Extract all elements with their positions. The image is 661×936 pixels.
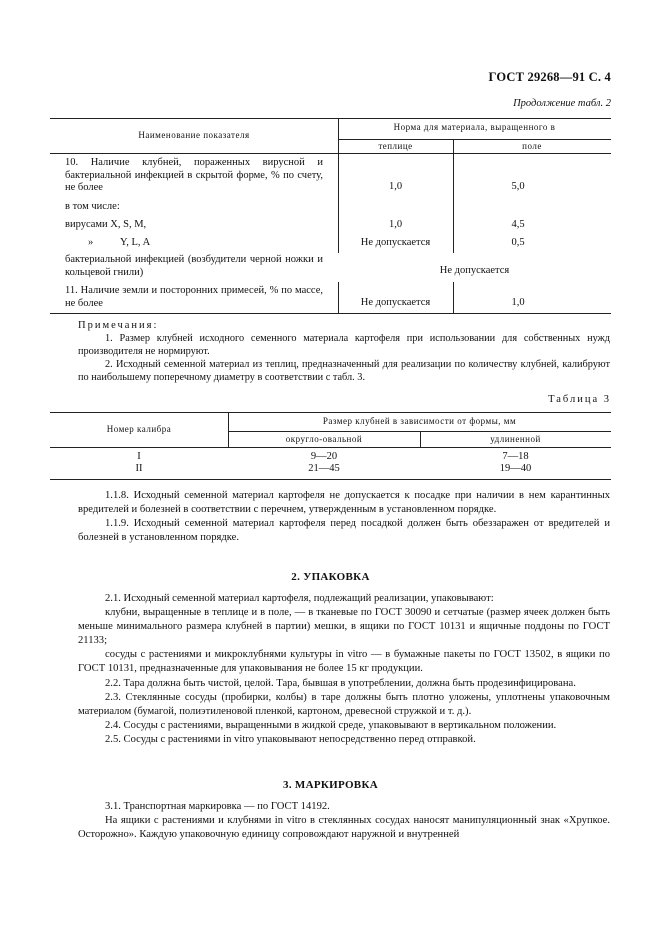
section-2-body: [78, 592, 610, 747]
column-header-round: округло-овальной: [285, 434, 363, 444]
notes-list: [78, 333, 610, 384]
caliber-number: II: [135, 463, 143, 474]
size-round: 21—45: [308, 463, 340, 474]
row-value-field: 1,0: [511, 297, 525, 308]
row-value-greenhouse: 1,0: [388, 181, 403, 192]
column-header-parameter: Наименование показателя: [138, 130, 250, 140]
row-value-greenhouse: Не допускается: [360, 297, 431, 308]
row-value-field: 4,5: [511, 219, 525, 230]
column-header-elongated: удлиненной: [490, 434, 541, 444]
row-value-greenhouse: Не допускается: [360, 237, 431, 248]
paragraph: сосуды с растениями и микроклубнями культуры in vitro — в бумажные пакеты по ГОСТ 13502, в ящики по ГОСТ 10131, предназначенные для упаковывания не более 15 кг продукции.: [78, 649, 610, 675]
table-rule: [50, 412, 611, 413]
paragraph: На ящики с растениями и клубнями in vitro в стеклянных сосудах наносят манипуляционный знак «Хрупкое. Осторожно». Каждую упаковочную единицу сопровождают наружной и внутренней: [78, 815, 610, 841]
row-value-merged: Не допускается: [439, 265, 510, 276]
caliber-number: I: [137, 451, 141, 462]
column-header-caliber: Номер калибра: [106, 424, 172, 434]
paragraph: 2.5. Сосуды с растениями in vitro упаковывают непосредственно перед отправкой.: [105, 733, 476, 745]
paragraph: клубни, выращенные в теплице и в поле, — в тканевые по ГОСТ 30090 и сетчатые (размер ячеек должен быть меньше минимального размера клубней в партии) мешки, в ящики по ГОСТ 10131 и ящичные поддоны по ГОСТ 21133;: [78, 607, 610, 647]
row-value-greenhouse: 1,0: [388, 219, 403, 230]
section-heading: 2. УПАКОВКА: [291, 571, 370, 583]
row-value-field: 5,0: [511, 181, 525, 192]
size-round: 9—20: [310, 451, 338, 462]
paragraph: 2.4. Сосуды с растениями, выращенными в жидкой среде, упаковывают в вертикальном положении.: [105, 719, 557, 731]
paragraph: 1.1.9. Исходный семенной материал картофеля перед посадкой должен быть обеззаражен от вредителей и болезней в установленном порядке.: [78, 518, 610, 544]
column-header-norm: Норма для материала, выращенного в: [393, 122, 556, 132]
table-rule: [50, 118, 611, 119]
table-rule: [50, 153, 611, 154]
table-3-label: Таблица 3: [548, 394, 611, 405]
row-name: вирусами X, S, M,: [65, 219, 147, 230]
size-elongated: 7—18: [502, 451, 529, 462]
paragraph: 2.2. Тара должна быть чистой, целой. Тара, бывшая в употреблении, должна быть продезинфицирована.: [105, 677, 576, 689]
paragraph: 1.1.8. Исходный семенной материал картофеля не допускается к посадке при наличии в нем карантинных вредителей и болезней в соответствии с перечнем, утвержденным в установленном порядке.: [78, 490, 610, 516]
document-reference: ГОСТ 29268—91 С. 4: [488, 70, 611, 84]
row-name: бактериальной инфекцией (возбудители черной ножки и кольцевой гнили): [65, 254, 323, 278]
row-name: Y, L, A: [120, 237, 151, 248]
table-rule: [50, 313, 611, 314]
paragraph: 2.1. Исходный семенной материал картофеля, подлежащий реализации, упаковывают:: [105, 593, 494, 604]
row-name: в том числе:: [65, 201, 120, 212]
table-rule: [338, 139, 611, 140]
column-header-greenhouse: теплице: [378, 141, 413, 151]
paragraph: 3.1. Транспортная маркировка — по ГОСТ 14192.: [105, 801, 330, 812]
note-item: 2. Исходный семенной материал из теплиц, предназначенный для реализации по количеству клубней, калибруют по наибольшему поперечному диаметру в соответствии с табл. 3.: [78, 359, 610, 383]
column-header-size: Размер клубней в зависимости от формы, мм: [322, 416, 517, 426]
section-heading: 3. МАРКИРОВКА: [283, 779, 378, 791]
column-header-field: поле: [522, 141, 542, 151]
body-text: [78, 489, 610, 545]
notes-title: Примечания:: [78, 320, 159, 331]
row-value-field: 0,5: [511, 237, 525, 248]
size-elongated: 19—40: [499, 463, 532, 474]
paragraph: 2.3. Стеклянные сосуды (пробирки, колбы) в таре должны быть плотно уложены, уплотнены упаковочным материалом (бумагой, полиэтиленовой пленкой, картоном, древесной стружкой и т. д.).: [78, 691, 610, 717]
row-name: 10. Наличие клубней, пораженных вирусной и бактериальной инфекцией в скрытой форме, % по счету, не более: [65, 157, 323, 193]
table-continuation-label: Продолжение табл. 2: [513, 98, 611, 109]
row-name: 11. Наличие земли и посторонних примесей, % по массе, не более: [65, 285, 323, 309]
table-rule: [50, 479, 611, 480]
table-rule: [50, 447, 611, 448]
section-3-body: [78, 800, 610, 842]
note-item: 1. Размер клубней исходного семенного материала картофеля при использовании для собственных нужд производителя не нормируют.: [78, 333, 610, 357]
ditto-mark: »: [88, 237, 94, 248]
